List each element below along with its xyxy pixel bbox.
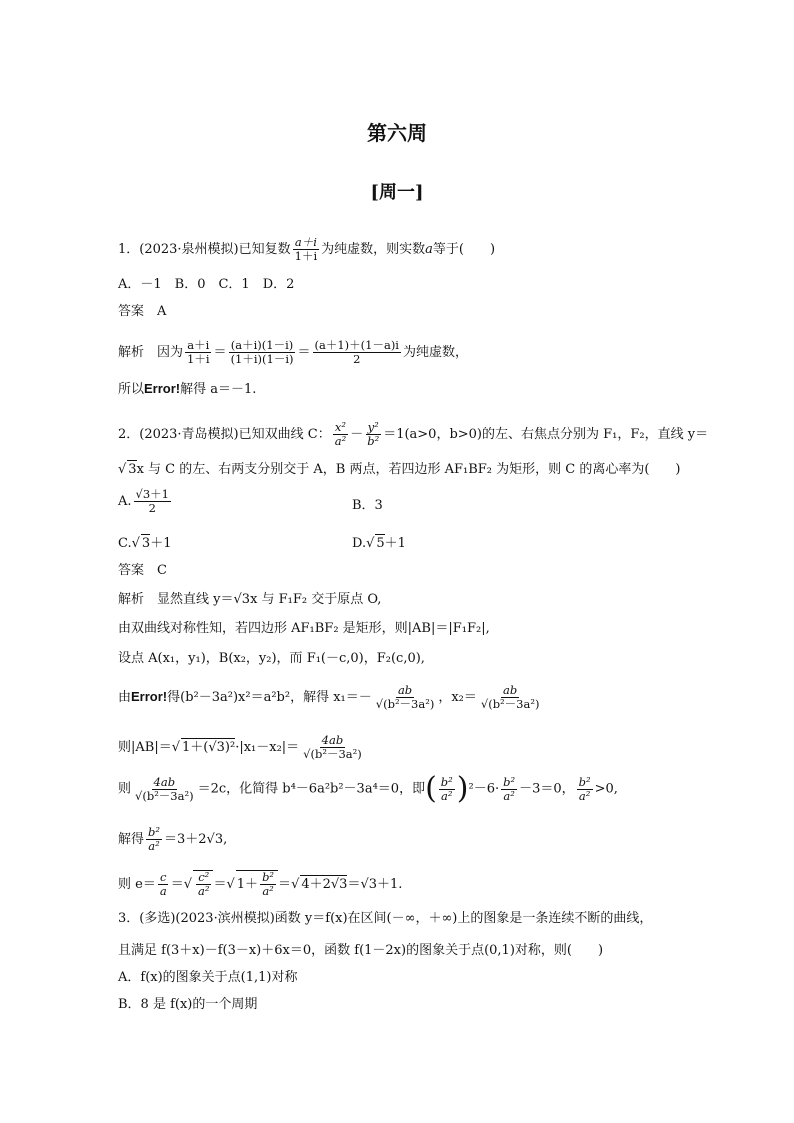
q2-answer: 答案 C bbox=[118, 563, 167, 578]
q1-analysis-line2: 所以Error!解得 a＝－1. bbox=[118, 381, 257, 397]
q1-fraction: $\frac{a+i}{1+i}$ bbox=[294, 235, 318, 263]
q2-analysis-l8: 则 e＝ $\frac{c}{a}$ ＝√ $\frac{\text{c²}}{\text{a²}}$ ＝√ 1＋ $\frac{\text{b²}}{\text{a²}}$ ＝√ 4＋2√3＝√3＋1. bbox=[118, 870, 403, 898]
q3-option-b: B．8 是 f(x)的一个周期 bbox=[118, 997, 258, 1012]
q2-option-a: A. $\frac{√3+1}{2}$ bbox=[118, 487, 169, 515]
q2-option-b: B．3 bbox=[352, 498, 383, 513]
q2-stem-line2: √ 3x 与 C 的左、右两支分别交于 A，B 两点，若四边形 AF₁BF₂ 为矩形，则 C 的离心率为( ) bbox=[118, 462, 681, 477]
q2-analysis-l2: 由双曲线对称性知，若四边形 AF₁BF₂ 是矩形，则|AB|＝|F₁F₂|, bbox=[118, 621, 490, 636]
page-title: 第六周 bbox=[367, 121, 427, 145]
q2-analysis-l1: 解析 显然直线 y＝√3x 与 F₁F₂ 交于原点 O, bbox=[118, 592, 382, 607]
q1-answer: 答案 A bbox=[118, 304, 167, 319]
q1-analysis: 解析 因为 $\frac{a+i}{1+i}$ ＝ $\frac{(a+i)(1-i)}{(1+i)(1-i)}$ ＝ $\frac{(a+1)+(1-a)i}{2}$ 为纯虚数， bbox=[118, 338, 469, 366]
q2-analysis-l5: 则|AB|＝√ 1＋(√3)²·|x₁－x₂|＝ $\frac{4ab}{\text{√(b²－3a²)}}$ bbox=[118, 733, 362, 761]
q1-stem: 1．(2023·泉州模拟)已知复数 $\frac{a+i}{1+i}$ 为纯虚数，则实数a等于( ) bbox=[118, 235, 496, 263]
q3-option-a: A．f(x)的图象关于点(1,1)对称 bbox=[118, 970, 298, 985]
q2-analysis-l3: 设点 A(x₁，y₁)，B(x₂，y₂)，而 F₁(－c,0)，F₂(c,0), bbox=[118, 651, 425, 666]
q3-stem-line1: 3．(多选)(2023·滨州模拟)函数 y＝f(x)在区间(－∞，＋∞)上的图象是一条连续不断的曲线， bbox=[118, 911, 653, 926]
day-heading: [周一] bbox=[370, 182, 424, 203]
q1-options: A．－1 B．0 C．1 D．2 bbox=[118, 277, 295, 292]
q2-analysis-l7: 解得 $\frac{\text{b²}}{\text{a²}}$ ＝3＋2√3, bbox=[118, 825, 228, 853]
q2-stem-line1: 2．(2023·青岛模拟)已知双曲线 C： $\frac{\text{x²}}{\text{a²}}$ － $\frac{\text{y²}}{\text{b²}}$ ＝1(a>0，b>0)的左、右焦点分别为 F₁，F₂，直线 y＝ bbox=[118, 420, 709, 448]
q2-option-c: C.√ 3＋1 bbox=[118, 536, 172, 551]
q3-stem-line2: 且满足 f(3＋x)－f(3－x)＋6x＝0，函数 f(1－2x)的图象关于点(0,1)对称，则( ) bbox=[118, 943, 604, 958]
q2-option-d: D.√ 5＋1 bbox=[352, 536, 406, 551]
q2-analysis-l4: 由Error!得(b²－3a²)x²＝a²b²，解得 x₁＝－ $\frac{ab}{\text{√(b²－3a²)}}$ ，x₂＝ $\frac{ab}{\text{√(b²－3a²)}}$ bbox=[118, 683, 540, 711]
q2-analysis-l6: 则 $\frac{4ab}{\text{√(b²－3a²)}}$ ＝2c，化简得 b⁴－6a²b²－3a⁴＝0，即( $\frac{\text{b²}}{\text{a²}}$ )²－6· $\frac{\text{b²}}{\text{a²}}$ －3＝0， $\frac{\text{b²}}{\text{a²}}$ >0, bbox=[118, 771, 618, 806]
